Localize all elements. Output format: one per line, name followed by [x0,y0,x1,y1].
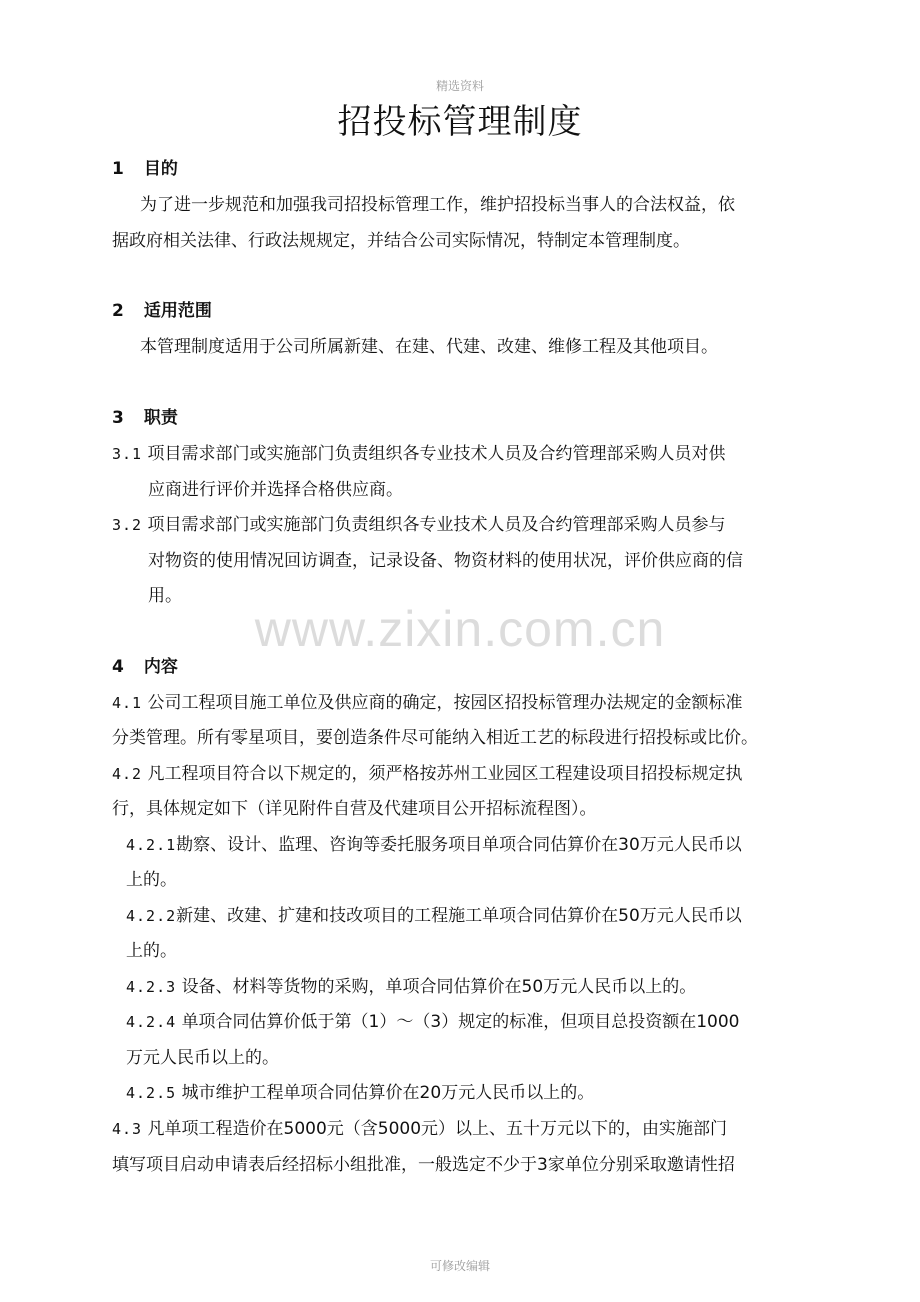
item-text: 城市维护工程单项合同估算价在20万元人民币以上的。 [181,1083,595,1103]
item-text: 项目需求部门或实施部门负责组织各专业技术人员及合约管理部采购人员参与 [147,515,726,535]
item-number: 4.3 [112,1120,143,1138]
paragraph-line: 填写项目启动申请表后经招标小组批准，一般选定不少于3家单位分别采取邀请性招 [112,1155,735,1175]
paragraph-line: 据政府相关法律、行政法规规定，并结合公司实际情况，特制定本管理制度。 [112,231,690,251]
section-number: 3 [112,408,124,428]
footer-note: 可修改编辑 [429,1259,490,1273]
item-number: 4.2.3 [126,978,177,996]
paragraph-line: 上的。 [126,870,177,890]
list-item-4-2 [112,759,743,784]
item-text: 项目需求部门或实施部门负责组织各专业技术人员及合约管理部采购人员对供 [147,444,726,464]
section-4-heading [112,652,178,677]
section-3-heading [112,403,178,428]
list-item-4-1 [112,688,743,713]
list-item-3-1 [112,439,726,464]
item-number: 4.1 [112,694,143,712]
section-2-heading [112,296,212,321]
section-title: 职责 [143,408,178,428]
section-title: 目的 [143,159,178,179]
section-title: 适用范围 [143,301,212,321]
item-text: 设备、材料等货物的采购，单项合同估算价在50万元人民币以上的。 [181,977,697,997]
section-number: 2 [112,301,124,321]
list-item-4-2-4 [126,1007,739,1032]
item-text: 新建、改建、扩建和技改项目的工程施工单项合同估算价在50万元人民币以 [176,906,742,926]
section-number: 4 [112,657,124,677]
item-number: 4.2.2 [126,907,177,925]
header-note: 精选资料 [435,79,484,93]
item-text: 单项合同估算价低于第（1）～（3）规定的标准，但项目总投资额在1000 [181,1012,740,1032]
item-text: 勘察、设计、监理、咨询等委托服务项目单项合同估算价在30万元人民币以 [176,835,742,855]
paragraph-line: 为了进一步规范和加强我司招投标管理工作，维护招投标当事人的合法权益，依 [140,195,735,215]
page-title: 招投标管理制度 [337,102,583,142]
item-number: 4.2 [112,765,143,783]
item-number: 3.2 [112,516,143,534]
section-number: 1 [112,159,124,179]
list-item-4-3 [112,1114,727,1139]
section-title: 内容 [143,657,178,677]
item-number: 3.1 [112,445,143,463]
item-number: 4.2.4 [126,1013,177,1031]
item-number: 4.2.1 [126,836,177,854]
section-1-heading [112,154,178,179]
paragraph-line: 万元人民币以上的。 [126,1048,279,1068]
list-item-4-2-2 [126,901,742,926]
paragraph-line: 上的。 [126,941,177,961]
list-item-3-2 [112,510,726,535]
list-item-4-2-3 [126,972,696,997]
paragraph-line: 对物资的使用情况回访调查，记录设备、物资材料的使用状况，评价供应商的信 [148,551,743,571]
paragraph-line: 本管理制度适用于公司所属新建、在建、代建、改建、维修工程及其他项目。 [140,337,718,357]
list-item-4-2-1 [126,830,742,855]
watermark: www.zixin.com.cn [254,601,666,657]
paragraph-line: 应商进行评价并选择合格供应商。 [148,480,403,500]
item-text: 凡工程项目符合以下规定的，须严格按苏州工业园区工程建设项目招投标规定执 [147,764,743,784]
item-number: 4.2.5 [126,1084,177,1102]
item-text: 公司工程项目施工单位及供应商的确定，按园区招投标管理办法规定的金额标准 [147,693,743,713]
paragraph-line: 用。 [148,586,182,606]
list-item-4-2-5 [126,1078,594,1103]
paragraph-line: 分类管理。所有零星项目，要创造条件尽可能纳入相近工艺的标段进行招投标或比价。 [112,728,758,748]
item-text: 凡单项工程造价在5000元（含5000元）以上、五十万元以下的，由实施部门 [147,1119,728,1139]
paragraph-line: 行，具体规定如下（详见附件自营及代建项目公开招标流程图）。 [112,799,597,819]
